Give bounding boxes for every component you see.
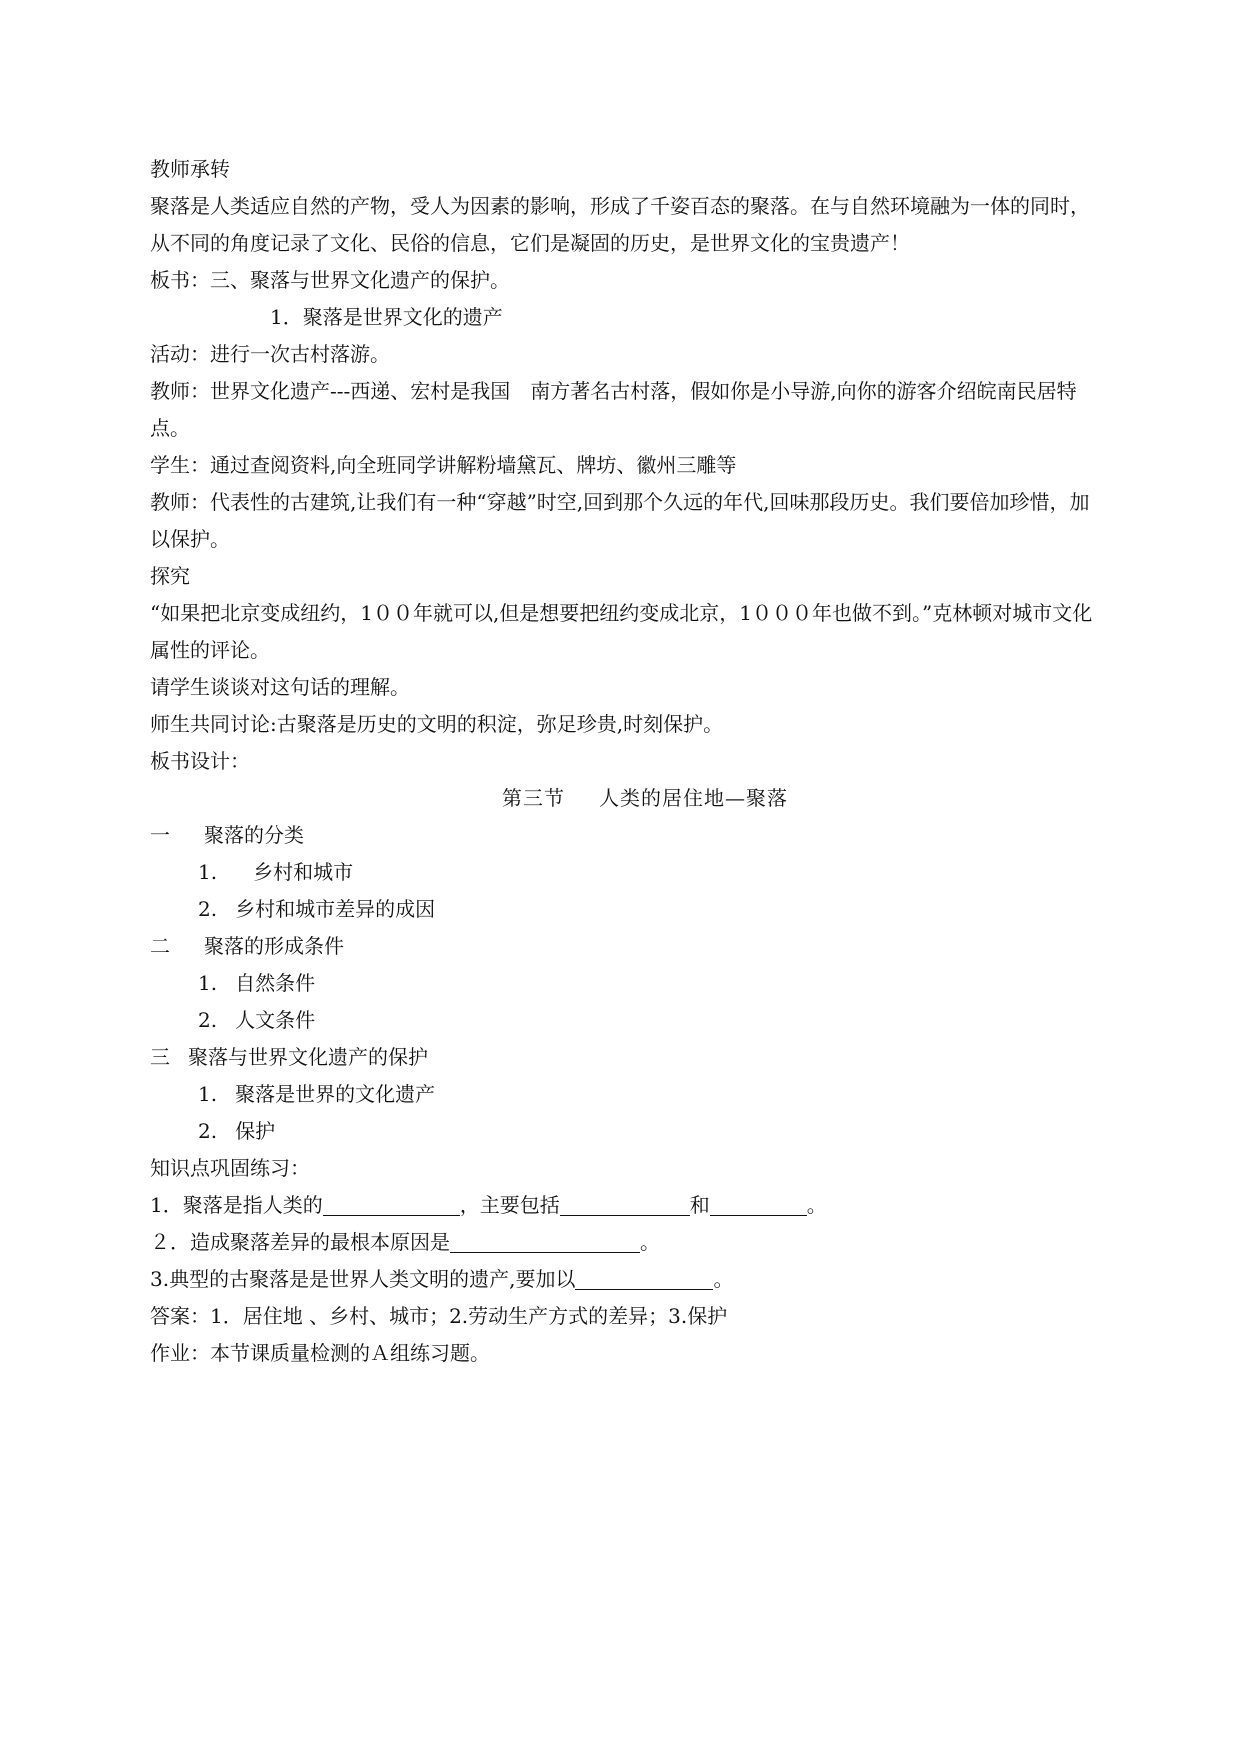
question-text: ２．造成聚落差异的最根本原因是 (150, 1230, 450, 1254)
outline-title-topic: 人类的居住地—聚落 (599, 786, 788, 810)
answer-blank (323, 1191, 460, 1216)
outline-section-2 (150, 928, 1100, 965)
answer-blank (560, 1191, 690, 1216)
outline-section-1 (150, 817, 1100, 854)
outline-item-number: 2. (198, 897, 218, 921)
activity-line: 活动：进行一次古村落游。 (150, 342, 390, 366)
transition-paragraph: 聚落是人类适应自然的产物，受人为因素的影响，形成了千姿百态的聚落。在与自然环境融为一体的同时，从不同的角度记录了文化、民俗的信息，它们是凝固的历史，是世界文化的宝贵遗产！ (150, 194, 1090, 255)
outline-item (150, 854, 1100, 891)
outline-item-number: 1. (198, 971, 218, 995)
answer-blank (450, 1228, 640, 1253)
document-body (150, 151, 1100, 1372)
student-line: 学生：通过查阅资料,向全班同学讲解粉墙黛瓦、牌坊、徽州三雕等 (150, 453, 737, 477)
transition-heading: 教师承转 (150, 157, 230, 181)
answer-blank (575, 1265, 713, 1290)
outline-section-title: 聚落的分类 (204, 823, 304, 847)
question-text: ，主要包括 (459, 1193, 560, 1217)
outline-section-title: 聚落的形成条件 (204, 934, 344, 958)
outline-item (150, 891, 1100, 928)
discussion-line: 师生共同讨论:古聚落是历史的文明的积淀，弥足珍贵,时刻保护。 (150, 712, 724, 736)
outline-section-number: 一 (150, 823, 170, 847)
exercise-question-1 (150, 1187, 1100, 1224)
outline-title-section: 第三节 (502, 786, 565, 810)
board-design-heading: 板书设计： (150, 749, 250, 773)
answer-blank (710, 1191, 807, 1216)
outline-item (150, 1076, 1100, 1113)
exercise-question-2 (150, 1224, 1100, 1261)
board-note: 板书：三、聚落与世界文化遗产的保护。 (150, 268, 510, 292)
teacher-paragraph-1: 教师：世界文化遗产---西递、宏村是我国 南方著名古村落，假如你是小导游,向你的游客介绍皖南民居特点。 (150, 379, 1077, 440)
outline-section-3 (150, 1039, 1100, 1076)
exercise-question-3 (150, 1261, 1100, 1298)
question-text: 。 (640, 1230, 660, 1254)
outline-item-text: 乡村和城市差异的成因 (235, 897, 436, 921)
question-text: 。 (806, 1193, 827, 1217)
outline-item-number: 2. (198, 1008, 218, 1032)
outline-section-title: 聚落与世界文化遗产的保护 (188, 1045, 428, 1069)
question-text: 3.典型的古聚落是是世界人类文明的遗产,要加以 (150, 1267, 576, 1291)
exercises-heading: 知识点巩固练习： (150, 1156, 310, 1180)
outline-item (150, 965, 1100, 1002)
ask-students-line: 请学生谈谈对这句话的理解。 (150, 675, 410, 699)
explore-heading: 探究 (150, 564, 190, 588)
teacher-paragraph-2: 教师：代表性的古建筑,让我们有一种“穿越”时空,回到那个久远的年代,回味那段历史。我们要倍加珍惜，加以保护。 (150, 490, 1090, 551)
outline-section-number: 二 (150, 934, 170, 958)
homework-line: 作业：本节课质量检测的Ａ组练习题。 (150, 1341, 490, 1365)
outline-section-number: 三 (150, 1045, 170, 1069)
outline-item-text: 聚落是世界的文化遗产 (235, 1082, 436, 1106)
outline-item-text: 保护 (235, 1119, 276, 1143)
question-text: 和 (689, 1193, 710, 1217)
outline-item-number: 2. (198, 1119, 218, 1143)
quote-paragraph: “如果把北京变成纽约，1００年就可以,但是想要把纽约变成北京，1０００年也做不到。”克林顿对城市文化属性的评论。 (150, 601, 1093, 662)
answer-line: 答案：1．居住地 、乡村、城市；2.劳动生产方式的差异；3.保护 (150, 1304, 728, 1328)
outline-item-text: 人文条件 (235, 1008, 316, 1032)
question-text: 。 (713, 1267, 734, 1291)
outline-item (150, 1002, 1100, 1039)
board-subpoint: 1．聚落是世界文化的遗产 (270, 305, 503, 329)
outline-item-text: 自然条件 (235, 971, 316, 995)
outline-item-number: 1. (198, 1082, 218, 1106)
outline-item-number: 1. (198, 860, 218, 884)
outline-title (150, 780, 1100, 817)
question-text: 1．聚落是指人类的 (150, 1193, 323, 1217)
outline-item (150, 1113, 1100, 1150)
outline-item-text: 乡村和城市 (253, 860, 354, 884)
